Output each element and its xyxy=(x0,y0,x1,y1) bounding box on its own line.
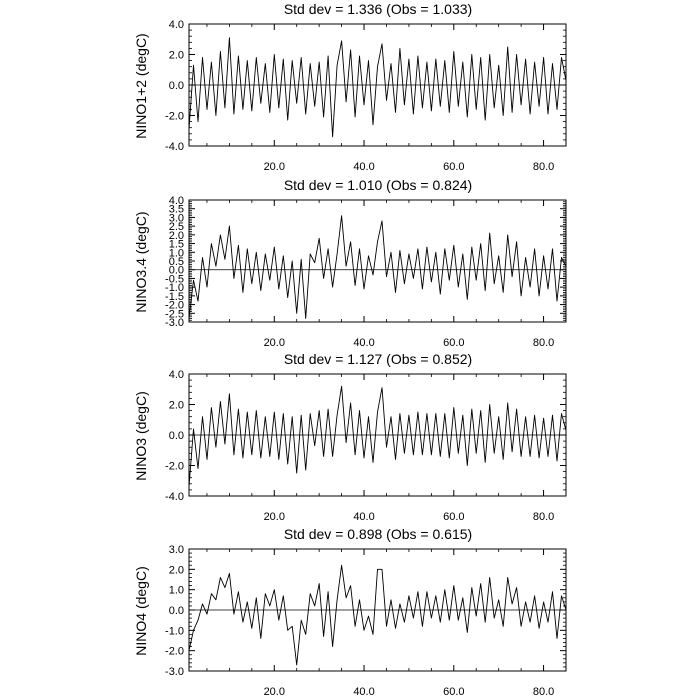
x-tick-label: 80.0 xyxy=(532,161,555,173)
x-tick-label: 40.0 xyxy=(353,686,375,698)
panel-nino4 xyxy=(133,526,566,698)
x-tick-label: 40.0 xyxy=(353,161,375,173)
series-line xyxy=(189,565,566,665)
x-tick-label: 20.0 xyxy=(263,511,285,523)
x-tick-label: 80.0 xyxy=(532,337,555,349)
y-tick-label: 2.5 xyxy=(168,221,184,234)
x-tick-label: 20.0 xyxy=(263,337,285,349)
chart-title: Std dev = 1.336 (Obs = 1.033) xyxy=(283,1,473,17)
y-tick-label: 1.0 xyxy=(168,584,184,597)
y-axis-label: NINO3.4 (degC) xyxy=(133,211,149,313)
y-tick-label: 0.0 xyxy=(168,80,184,92)
x-tick-label: 40.0 xyxy=(353,337,375,349)
y-tick-label: -2.0 xyxy=(165,460,184,473)
series-line xyxy=(189,386,566,487)
y-tick-label: 4.0 xyxy=(168,369,184,381)
y-tick-label: 0.0 xyxy=(168,430,184,442)
y-axis-label: NINO3 (degC) xyxy=(133,391,149,481)
y-tick-label: 0.0 xyxy=(168,605,184,617)
y-tick-label: 2.0 xyxy=(168,49,184,62)
x-tick-label: 80.0 xyxy=(532,511,555,523)
series-line xyxy=(189,216,566,319)
y-tick-label: -3.0 xyxy=(165,666,184,678)
y-tick-label: 1.5 xyxy=(168,238,184,251)
y-tick-label: -1.0 xyxy=(165,282,184,295)
y-tick-label: 3.0 xyxy=(168,544,184,556)
y-tick-label: 2.0 xyxy=(168,229,184,242)
chart-title: Std dev = 0.898 (Obs = 0.615) xyxy=(283,526,473,542)
y-tick-label: 2.0 xyxy=(168,564,184,577)
x-tick-label: 80.0 xyxy=(532,686,555,698)
y-tick-label: -0.5 xyxy=(165,273,184,286)
y-tick-label: -3.0 xyxy=(165,317,184,329)
x-tick-label: 20.0 xyxy=(263,161,285,173)
x-tick-label: 20.0 xyxy=(263,686,285,698)
y-tick-label: 4.0 xyxy=(168,195,184,207)
y-tick-label: -2.0 xyxy=(165,110,184,123)
x-tick-label: 60.0 xyxy=(443,686,465,698)
y-tick-label: 0.0 xyxy=(168,264,184,277)
y-tick-label: -1.5 xyxy=(165,290,184,303)
y-tick-label: -2.5 xyxy=(165,308,184,321)
y-tick-label: -4.0 xyxy=(165,491,184,503)
plot-area xyxy=(165,544,566,698)
y-tick-label: -2.0 xyxy=(165,299,184,312)
y-tick-label: -2.0 xyxy=(165,645,184,658)
y-tick-label: 0.5 xyxy=(168,256,184,268)
plot-area xyxy=(165,19,566,173)
plot-area xyxy=(165,369,566,523)
plot-frame xyxy=(189,200,566,322)
plot-area xyxy=(165,195,566,349)
y-tick-label: -4.0 xyxy=(165,141,184,153)
x-tick-label: 40.0 xyxy=(353,511,375,523)
panel-nino3 xyxy=(133,351,566,523)
y-axis-label: NINO1+2 (degC) xyxy=(133,33,149,139)
panel-nino12 xyxy=(133,1,566,173)
x-tick-label: 60.0 xyxy=(443,337,465,349)
panel-nino34 xyxy=(133,177,566,349)
chart-title: Std dev = 1.010 (Obs = 0.824) xyxy=(283,177,473,193)
y-tick-label: 2.0 xyxy=(168,399,184,412)
y-tick-label: 4.0 xyxy=(168,19,184,31)
series-line xyxy=(189,38,566,137)
y-tick-label: 1.0 xyxy=(168,247,184,260)
y-tick-label: 3.5 xyxy=(168,203,184,216)
y-tick-label: 3.0 xyxy=(168,212,184,225)
x-tick-label: 60.0 xyxy=(443,161,465,173)
chart-title: Std dev = 1.127 (Obs = 0.852) xyxy=(283,351,473,367)
y-tick-label: -1.0 xyxy=(165,625,184,638)
y-axis-label: NINO4 (degC) xyxy=(133,566,149,656)
x-tick-label: 60.0 xyxy=(443,511,465,523)
